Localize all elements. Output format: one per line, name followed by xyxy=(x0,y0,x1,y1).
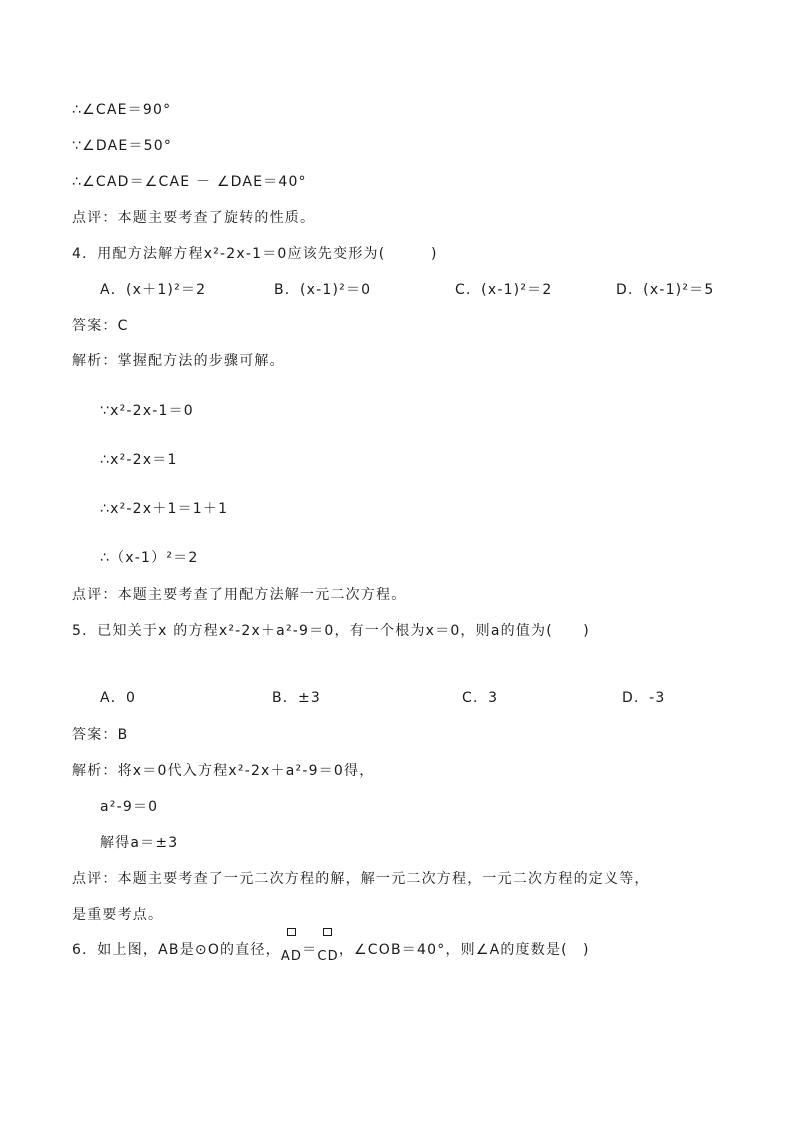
q4-step-1: ∵x²-2x-1＝0 xyxy=(100,403,194,419)
q6-text-after: ，∠COB＝40°，则∠A的度数是( ) xyxy=(338,942,590,958)
q4-option-a: A．(x＋1)²＝2 xyxy=(100,282,207,298)
arc-cd-label: CD xyxy=(317,949,339,964)
question-4: 4．用配方法解方程x²-2x-1＝0应该先变形为( ) xyxy=(72,246,438,262)
arc-symbol-icon xyxy=(323,928,332,936)
question-6 xyxy=(72,940,590,964)
q6-text-before: 6．如上图，AB是⊙O的直径， xyxy=(72,942,281,958)
review-q3: 点评：本题主要考查了旋转的性质。 xyxy=(72,210,316,226)
q5-review-line-1: 点评：本题主要考查了一元二次方程的解，解一元二次方程，一元二次方程的定义等， xyxy=(72,871,650,887)
q4-step-2: ∴x²-2x＝1 xyxy=(100,452,178,468)
step-angle-cae: ∴∠CAE＝90° xyxy=(72,102,172,118)
q4-step-3: ∴x²-2x＋1＝1＋1 xyxy=(100,501,229,517)
arc-ad xyxy=(280,940,303,964)
q4-option-b: B．(x-1)²＝0 xyxy=(274,282,372,298)
q6-equals: ＝ xyxy=(302,942,318,958)
q5-option-a: A．0 xyxy=(100,690,137,706)
q5-option-d: D．-3 xyxy=(622,690,666,706)
question-5: 5．已知关于x 的方程x²-2x＋a²-9＝0，有一个根为x＝0，则a的值为( ) xyxy=(72,623,590,639)
arc-symbol-icon xyxy=(287,928,296,936)
arc-cd xyxy=(317,940,339,964)
q4-review: 点评：本题主要考查了用配方法解一元二次方程。 xyxy=(72,587,407,603)
q5-step-2: 解得a＝±3 xyxy=(100,835,179,851)
q5-explanation: 解析：将x＝0代入方程x²-2x＋a²-9＝0得， xyxy=(72,763,375,779)
q5-review-line-2: 是重要考点。 xyxy=(72,907,164,923)
q5-answer: 答案：B xyxy=(72,727,129,743)
q4-answer: 答案：C xyxy=(72,318,129,334)
q5-option-b: B．±3 xyxy=(272,690,322,706)
q4-option-c: C．(x-1)²＝2 xyxy=(455,282,553,298)
q5-option-c: C．3 xyxy=(462,690,499,706)
q4-option-d: D．(x-1)²＝5 xyxy=(616,282,715,298)
q4-explanation: 解析：掌握配方法的步骤可解。 xyxy=(72,353,285,369)
step-angle-cad: ∴∠CAD＝∠CAE － ∠DAE＝40° xyxy=(72,174,307,190)
arc-ad-label: AD xyxy=(280,949,303,964)
q4-step-4: ∴（x-1）²＝2 xyxy=(100,550,199,566)
step-angle-dae: ∵∠DAE＝50° xyxy=(72,138,173,154)
q5-step-1: a²-9＝0 xyxy=(100,799,159,815)
